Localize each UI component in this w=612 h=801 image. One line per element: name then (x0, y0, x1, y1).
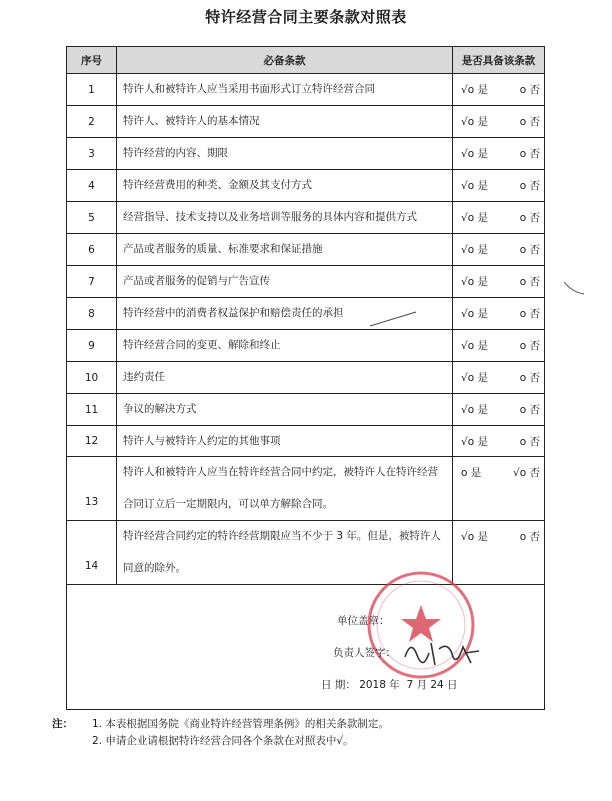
no-option[interactable]: o 否 (519, 212, 540, 224)
term-text: 特许人、被特许人的基本情况 (117, 106, 453, 138)
yes-option[interactable]: √o 是 (461, 212, 488, 224)
no-option[interactable]: √o 否 (513, 467, 540, 479)
term-text: 产品或者服务的质量、标准要求和保证措施 (117, 234, 453, 266)
date-line (321, 677, 458, 692)
no-option[interactable]: o 否 (519, 244, 540, 256)
row-number: 3 (67, 138, 117, 170)
term-text: 产品或者服务的促销与广告宣传 (117, 266, 453, 298)
option-cell (453, 170, 545, 202)
seal-label: 单位盖章： (337, 615, 390, 627)
option-cell (453, 202, 545, 234)
no-option[interactable]: o 否 (519, 276, 540, 288)
no-option[interactable]: o 否 (519, 531, 540, 543)
header-no: 序号 (67, 47, 117, 74)
option-cell (453, 362, 545, 394)
option-cell (453, 106, 545, 138)
option-cell (453, 138, 545, 170)
header-terms: 必备条款 (117, 47, 453, 74)
term-text: 特许经营费用的种类、金额及其支付方式 (117, 170, 453, 202)
no-option[interactable]: o 否 (519, 340, 540, 352)
page-title: 特许经营合同主要条款对照表 (205, 8, 407, 26)
term-line-1: 特许人和被特许人应当在特许经营合同中约定，被特许人在特许经营 (123, 466, 438, 478)
table-row (67, 457, 545, 521)
yes-option[interactable]: √o 是 (461, 148, 488, 160)
option-cell (453, 266, 545, 298)
no-option[interactable]: o 否 (519, 180, 540, 192)
table-row (67, 106, 545, 138)
table-row (67, 362, 545, 394)
row-number: 1 (67, 74, 117, 106)
date-year-unit: 年 (389, 679, 400, 691)
date-month: 7 (406, 679, 414, 691)
note-item: 1. 本表根据国务院《商业特许经营管理条例》的相关条款制定。 (92, 718, 389, 730)
yes-option[interactable]: o 是 (461, 467, 482, 479)
person-label: 负责人签字： (333, 647, 396, 659)
term-text: 特许经营合同的变更、解除和终止 (117, 330, 453, 362)
date-month-unit: 月 (416, 679, 427, 691)
yes-option[interactable]: √o 是 (461, 340, 488, 352)
no-option[interactable]: o 否 (519, 148, 540, 160)
note-item: 2. 申请企业请根据特许经营合同各个条款在对照表中√。 (92, 735, 354, 748)
date-year: 2018 (359, 679, 386, 691)
pen-stroke-mark (368, 308, 418, 330)
no-option[interactable]: o 否 (519, 404, 540, 416)
row-number: 6 (67, 234, 117, 266)
yes-option[interactable]: √o 是 (461, 180, 488, 192)
row-number: 7 (67, 266, 117, 298)
table-row (67, 138, 545, 170)
option-cell (453, 298, 545, 330)
table-row (67, 266, 545, 298)
yes-option[interactable]: √o 是 (461, 116, 488, 128)
term-line-2: 合同订立后一定期限内，可以单方解除合同。 (123, 498, 333, 511)
term-line-2: 同意的除外。 (123, 562, 186, 575)
handwritten-signature (401, 635, 481, 669)
option-cell (453, 234, 545, 266)
table-row (67, 202, 545, 234)
table-row (67, 394, 545, 426)
row-number: 2 (67, 106, 117, 138)
date-label: 日 期： (321, 679, 356, 691)
option-cell (453, 394, 545, 426)
row-number: 8 (67, 298, 117, 330)
table-header-row (67, 47, 545, 74)
yes-option[interactable]: √o 是 (461, 404, 488, 416)
row-number: 4 (67, 170, 117, 202)
term-text: 特许经营的内容、期限 (117, 138, 453, 170)
yes-option[interactable]: √o 是 (461, 372, 488, 384)
row-number: 12 (67, 426, 117, 457)
term-text: 违约责任 (117, 362, 453, 394)
row-number: 10 (67, 362, 117, 394)
table-row (67, 426, 545, 457)
no-option[interactable]: o 否 (519, 372, 540, 384)
term-line-1: 特许经营合同约定的特许经营期限应当不少于 3 年。但是，被特许人 (123, 530, 441, 542)
term-text: 争议的解决方式 (117, 394, 453, 426)
signature-row (67, 585, 545, 710)
term-text: 特许人与被特许人约定的其他事项 (117, 426, 453, 457)
notes (52, 716, 389, 751)
option-cell (453, 74, 545, 106)
no-option[interactable]: o 否 (519, 116, 540, 128)
row-number: 11 (67, 394, 117, 426)
signature-cell (67, 585, 545, 710)
table-row (67, 298, 545, 330)
table-row (67, 330, 545, 362)
row-number: 14 (67, 521, 117, 585)
yes-option[interactable]: √o 是 (461, 308, 488, 320)
date-day-unit: 日 (447, 679, 458, 691)
date-day: 24 (430, 679, 444, 691)
row-number: 5 (67, 202, 117, 234)
term-text: 特许人和被特许人应当采用书面形式订立特许经营合同 (117, 74, 453, 106)
no-option[interactable]: o 否 (519, 435, 540, 448)
term-text (117, 457, 453, 521)
yes-option[interactable]: √o 是 (461, 531, 488, 543)
notes-label: 注： (52, 718, 73, 730)
no-option[interactable]: o 否 (519, 84, 540, 96)
option-cell (453, 330, 545, 362)
yes-option[interactable]: √o 是 (461, 244, 488, 256)
table-row (67, 170, 545, 202)
row-number: 9 (67, 330, 117, 362)
term-text: 特许经营中的消费者权益保护和赔偿责任的承担 (117, 298, 453, 330)
no-option[interactable]: o 否 (519, 308, 540, 320)
option-cell (453, 457, 545, 521)
table-row (67, 234, 545, 266)
option-cell (453, 426, 545, 457)
row-number: 13 (67, 457, 117, 521)
yes-option[interactable]: √o 是 (461, 276, 488, 288)
header-present: 是否具备该条款 (453, 47, 545, 74)
term-text: 经营指导、技术支持以及业务培训等服务的具体内容和提供方式 (117, 202, 453, 234)
yes-option[interactable]: √o 是 (461, 84, 488, 96)
pen-stroke-mark (562, 280, 586, 296)
terms-table (66, 46, 545, 710)
yes-option[interactable]: √o 是 (461, 435, 488, 448)
table-row (67, 74, 545, 106)
